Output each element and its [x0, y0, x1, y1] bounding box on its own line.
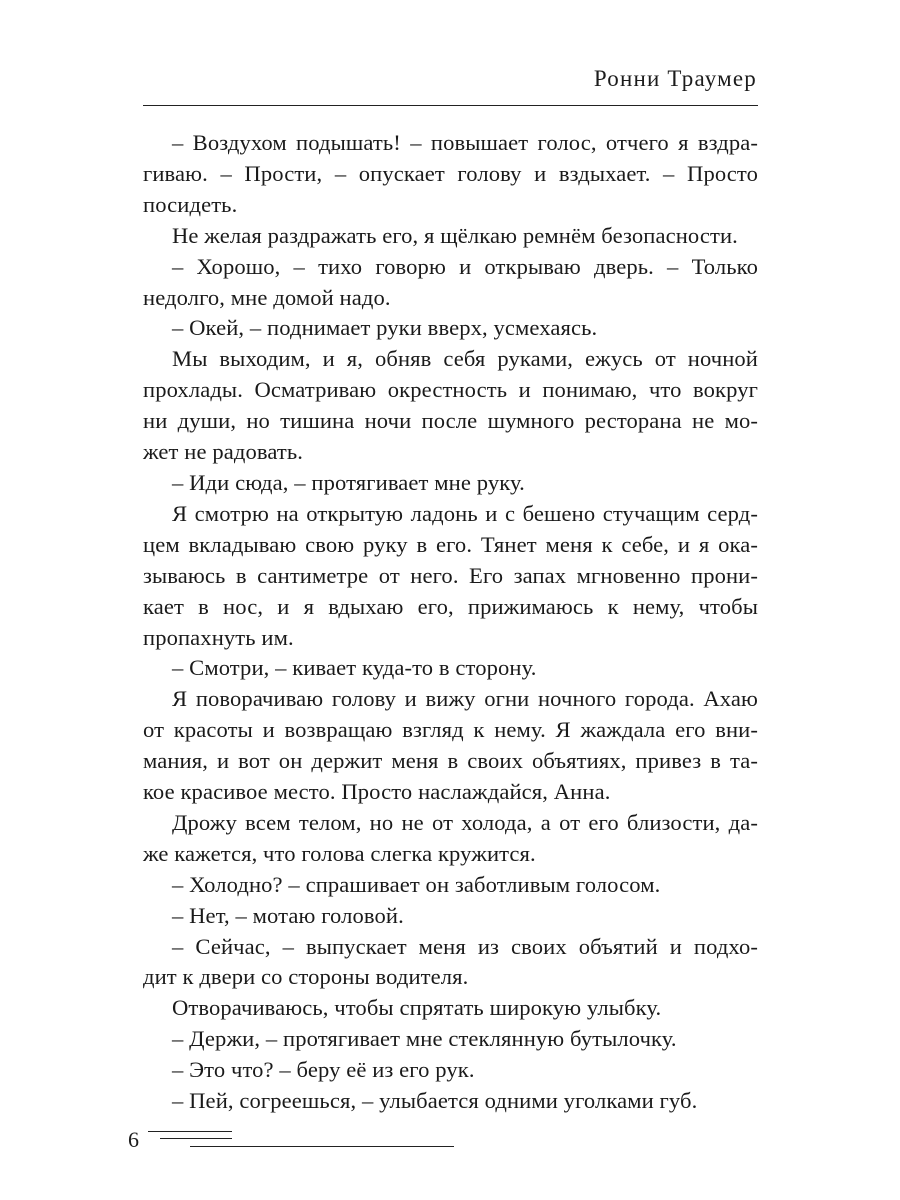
text-line: кает в нос, и я вдыхаю его, прижимаюсь к нему, чтобы: [143, 593, 758, 619]
text-line: кое красивое место. Просто наслаждайся, Анна.: [143, 779, 611, 805]
page-number: 6: [128, 1127, 139, 1152]
text-line: – Сейчас, – выпускает меня из своих объятий и подхо-: [172, 933, 758, 959]
text-line: – Держи, – протягивает мне стеклянную бутылочку.: [172, 1026, 677, 1052]
paragraph: [143, 313, 758, 344]
text-line: Я смотрю на открытую ладонь и с бешено стучащим серд-: [172, 500, 758, 526]
footer-rule: [160, 1138, 232, 1139]
text-line: – Холодно? – спрашивает он заботливым голосом.: [172, 871, 661, 897]
text-line: – Окей, – поднимает руки вверх, усмехаясь.: [172, 315, 598, 341]
text-line: Мы выходим, и я, обняв себя руками, ежусь от ночной: [172, 346, 758, 372]
text-line: дит к двери со стороны водителя.: [143, 964, 469, 990]
paragraph: [143, 1024, 758, 1055]
text-line: Дрожу всем телом, но не от холода, а от его близости, да-: [172, 809, 758, 835]
text-line: – Это что? – беру её из его рук.: [172, 1057, 475, 1083]
running-header-author: Ронни Траумер: [593, 66, 757, 91]
body-text: [143, 128, 758, 1117]
paragraph: [143, 653, 758, 684]
paragraph: [143, 808, 758, 870]
paragraph: [143, 684, 758, 808]
paragraph: [143, 221, 758, 252]
text-line: прохлады. Осматриваю окрестность и понимаю, что вокруг: [143, 377, 758, 403]
paragraph: [143, 252, 758, 314]
text-line: – Воздухом подышать! – повышает голос, отчего я вздра-: [172, 130, 758, 155]
paragraph: [143, 499, 758, 654]
text-line: недолго, мне домой надо.: [143, 284, 391, 310]
header-rule: [143, 105, 758, 106]
text-line: – Нет, – мотаю головой.: [172, 902, 404, 928]
paragraph: [143, 1055, 758, 1086]
text-line: же кажется, что голова слегка кружится.: [143, 840, 536, 866]
paragraph: [143, 993, 758, 1024]
text-line: посидеть.: [143, 191, 238, 217]
paragraph: [143, 901, 758, 932]
footer-rule: [190, 1146, 454, 1147]
text-line: от красоты и возвращаю взгляд к нему. Я жаждала его вни-: [143, 717, 758, 743]
text-line: – Смотри, – кивает куда-то в сторону.: [172, 655, 537, 681]
text-line: пропахнуть им.: [143, 624, 294, 650]
text-line: – Иди сюда, – протягивает мне руку.: [172, 469, 525, 495]
text-line: мания, и вот он держит меня в своих объятиях, привез в та-: [143, 748, 758, 774]
text-line: – Пей, согреешься, – улыбается одними уголками губ.: [172, 1088, 698, 1114]
footer-rule: [148, 1131, 232, 1132]
text-line: гиваю. – Прости, – опускает голову и вздыхает. – Просто: [143, 160, 758, 186]
paragraph: [143, 1086, 758, 1117]
text-line: Я поворачиваю голову и вижу огни ночного города. Ахаю: [172, 686, 758, 712]
paragraph: [143, 128, 758, 221]
text-line: жет не радовать.: [143, 439, 303, 465]
text-line: цем вкладываю свою руку в его. Тянет меня к себе, и я ока-: [143, 531, 758, 557]
paragraph: [143, 932, 758, 994]
text-line: зываюсь в сантиметре от него. Его запах мгновенно прони-: [143, 562, 758, 588]
paragraph: [143, 870, 758, 901]
text-line: Не желая раздражать его, я щёлкаю ремнём безопасности.: [172, 222, 738, 248]
paragraph: [143, 344, 758, 468]
paragraph: [143, 468, 758, 499]
text-line: Отворачиваюсь, чтобы спрятать широкую улыбку.: [172, 995, 662, 1021]
text-line: ни души, но тишина ночи после шумного ресторана не мо-: [143, 408, 758, 434]
text-line: – Хорошо, – тихо говорю и открываю дверь. – Только: [172, 253, 758, 279]
